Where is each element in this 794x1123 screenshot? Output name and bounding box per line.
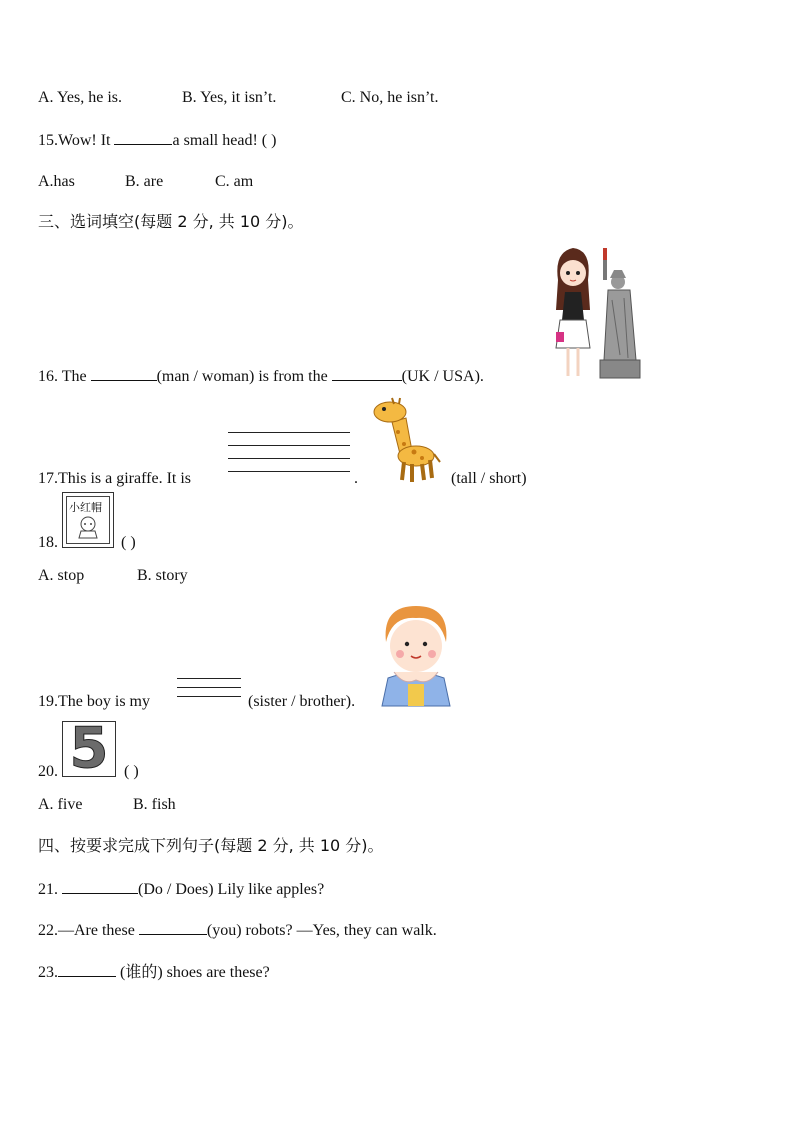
girl-and-statue-of-liberty-image: [548, 240, 648, 382]
digit-five: 5: [69, 716, 109, 781]
q14-option-c: C. No, he isn’t.: [341, 89, 439, 106]
q19-text-1: 19.The boy is my: [38, 693, 150, 710]
question-16: [38, 366, 484, 387]
q19-text-2: (sister / brother).: [248, 693, 356, 710]
q20-option-a: A. five: [38, 796, 83, 813]
q21-text: (Do / Does) Lily like apples?: [138, 881, 325, 898]
q23-blank[interactable]: [58, 962, 116, 977]
section-4-heading: 四、按要求完成下列句子(每题 2 分, 共 10 分)。: [38, 836, 384, 855]
giraffe-image: [362, 392, 442, 484]
q23-number: 23.: [38, 964, 58, 981]
q18-paren[interactable]: ( ): [121, 534, 136, 551]
question-21: [38, 879, 324, 900]
q22-text-1: 22.—Are these: [38, 922, 139, 939]
q15-option-c: C. am: [215, 173, 254, 190]
q17-writing-lines[interactable]: [228, 432, 350, 484]
book-title-label: 小红帽: [69, 501, 102, 514]
q14-option-a: A. Yes, he is.: [38, 89, 123, 106]
q17-text-2: .: [354, 470, 358, 487]
q18-option-a: A. stop: [38, 567, 85, 584]
girl-face-icon: [75, 515, 101, 539]
number-five-image: [62, 716, 116, 781]
question-23: [38, 962, 270, 983]
q21-number: 21.: [38, 881, 62, 898]
red-riding-hood-book-image: [62, 492, 114, 548]
q20-paren[interactable]: ( ): [124, 763, 139, 780]
q16-blank-1[interactable]: [91, 366, 157, 381]
q15-option-a: A.has: [38, 173, 75, 190]
q16-text-2: (man / woman) is from the: [156, 368, 332, 385]
q17-text-3: (tall / short): [451, 470, 527, 487]
q16-blank-2[interactable]: [332, 366, 402, 381]
q18-option-b: B. story: [137, 567, 188, 584]
q15-option-b: B. are: [125, 173, 164, 190]
question-15: [38, 130, 276, 151]
q22-text-2: (you) robots? —Yes, they can walk.: [206, 922, 437, 939]
q16-text-1: 16. The: [38, 368, 91, 385]
q14-option-b: B. Yes, it isn’t.: [182, 89, 277, 106]
q21-blank[interactable]: [62, 879, 138, 894]
boy-image: [380, 602, 454, 708]
q23-text: (谁的) shoes are these?: [116, 964, 270, 981]
q20-number: 20.: [38, 763, 58, 780]
section-3-heading: 三、选词填空(每题 2 分, 共 10 分)。: [38, 212, 304, 231]
q19-writing-lines[interactable]: [177, 678, 241, 705]
q15-text-before: 15.Wow! It: [38, 132, 115, 149]
q17-text-1: 17.This is a giraffe. It is: [38, 470, 192, 487]
q20-option-b: B. fish: [133, 796, 176, 813]
q16-text-3: (UK / USA).: [401, 368, 484, 385]
q18-number: 18.: [38, 534, 58, 551]
q15-blank[interactable]: [114, 130, 172, 145]
q22-blank[interactable]: [139, 920, 207, 935]
question-22: [38, 920, 437, 941]
q15-text-after: a small head! ( ): [172, 132, 277, 149]
